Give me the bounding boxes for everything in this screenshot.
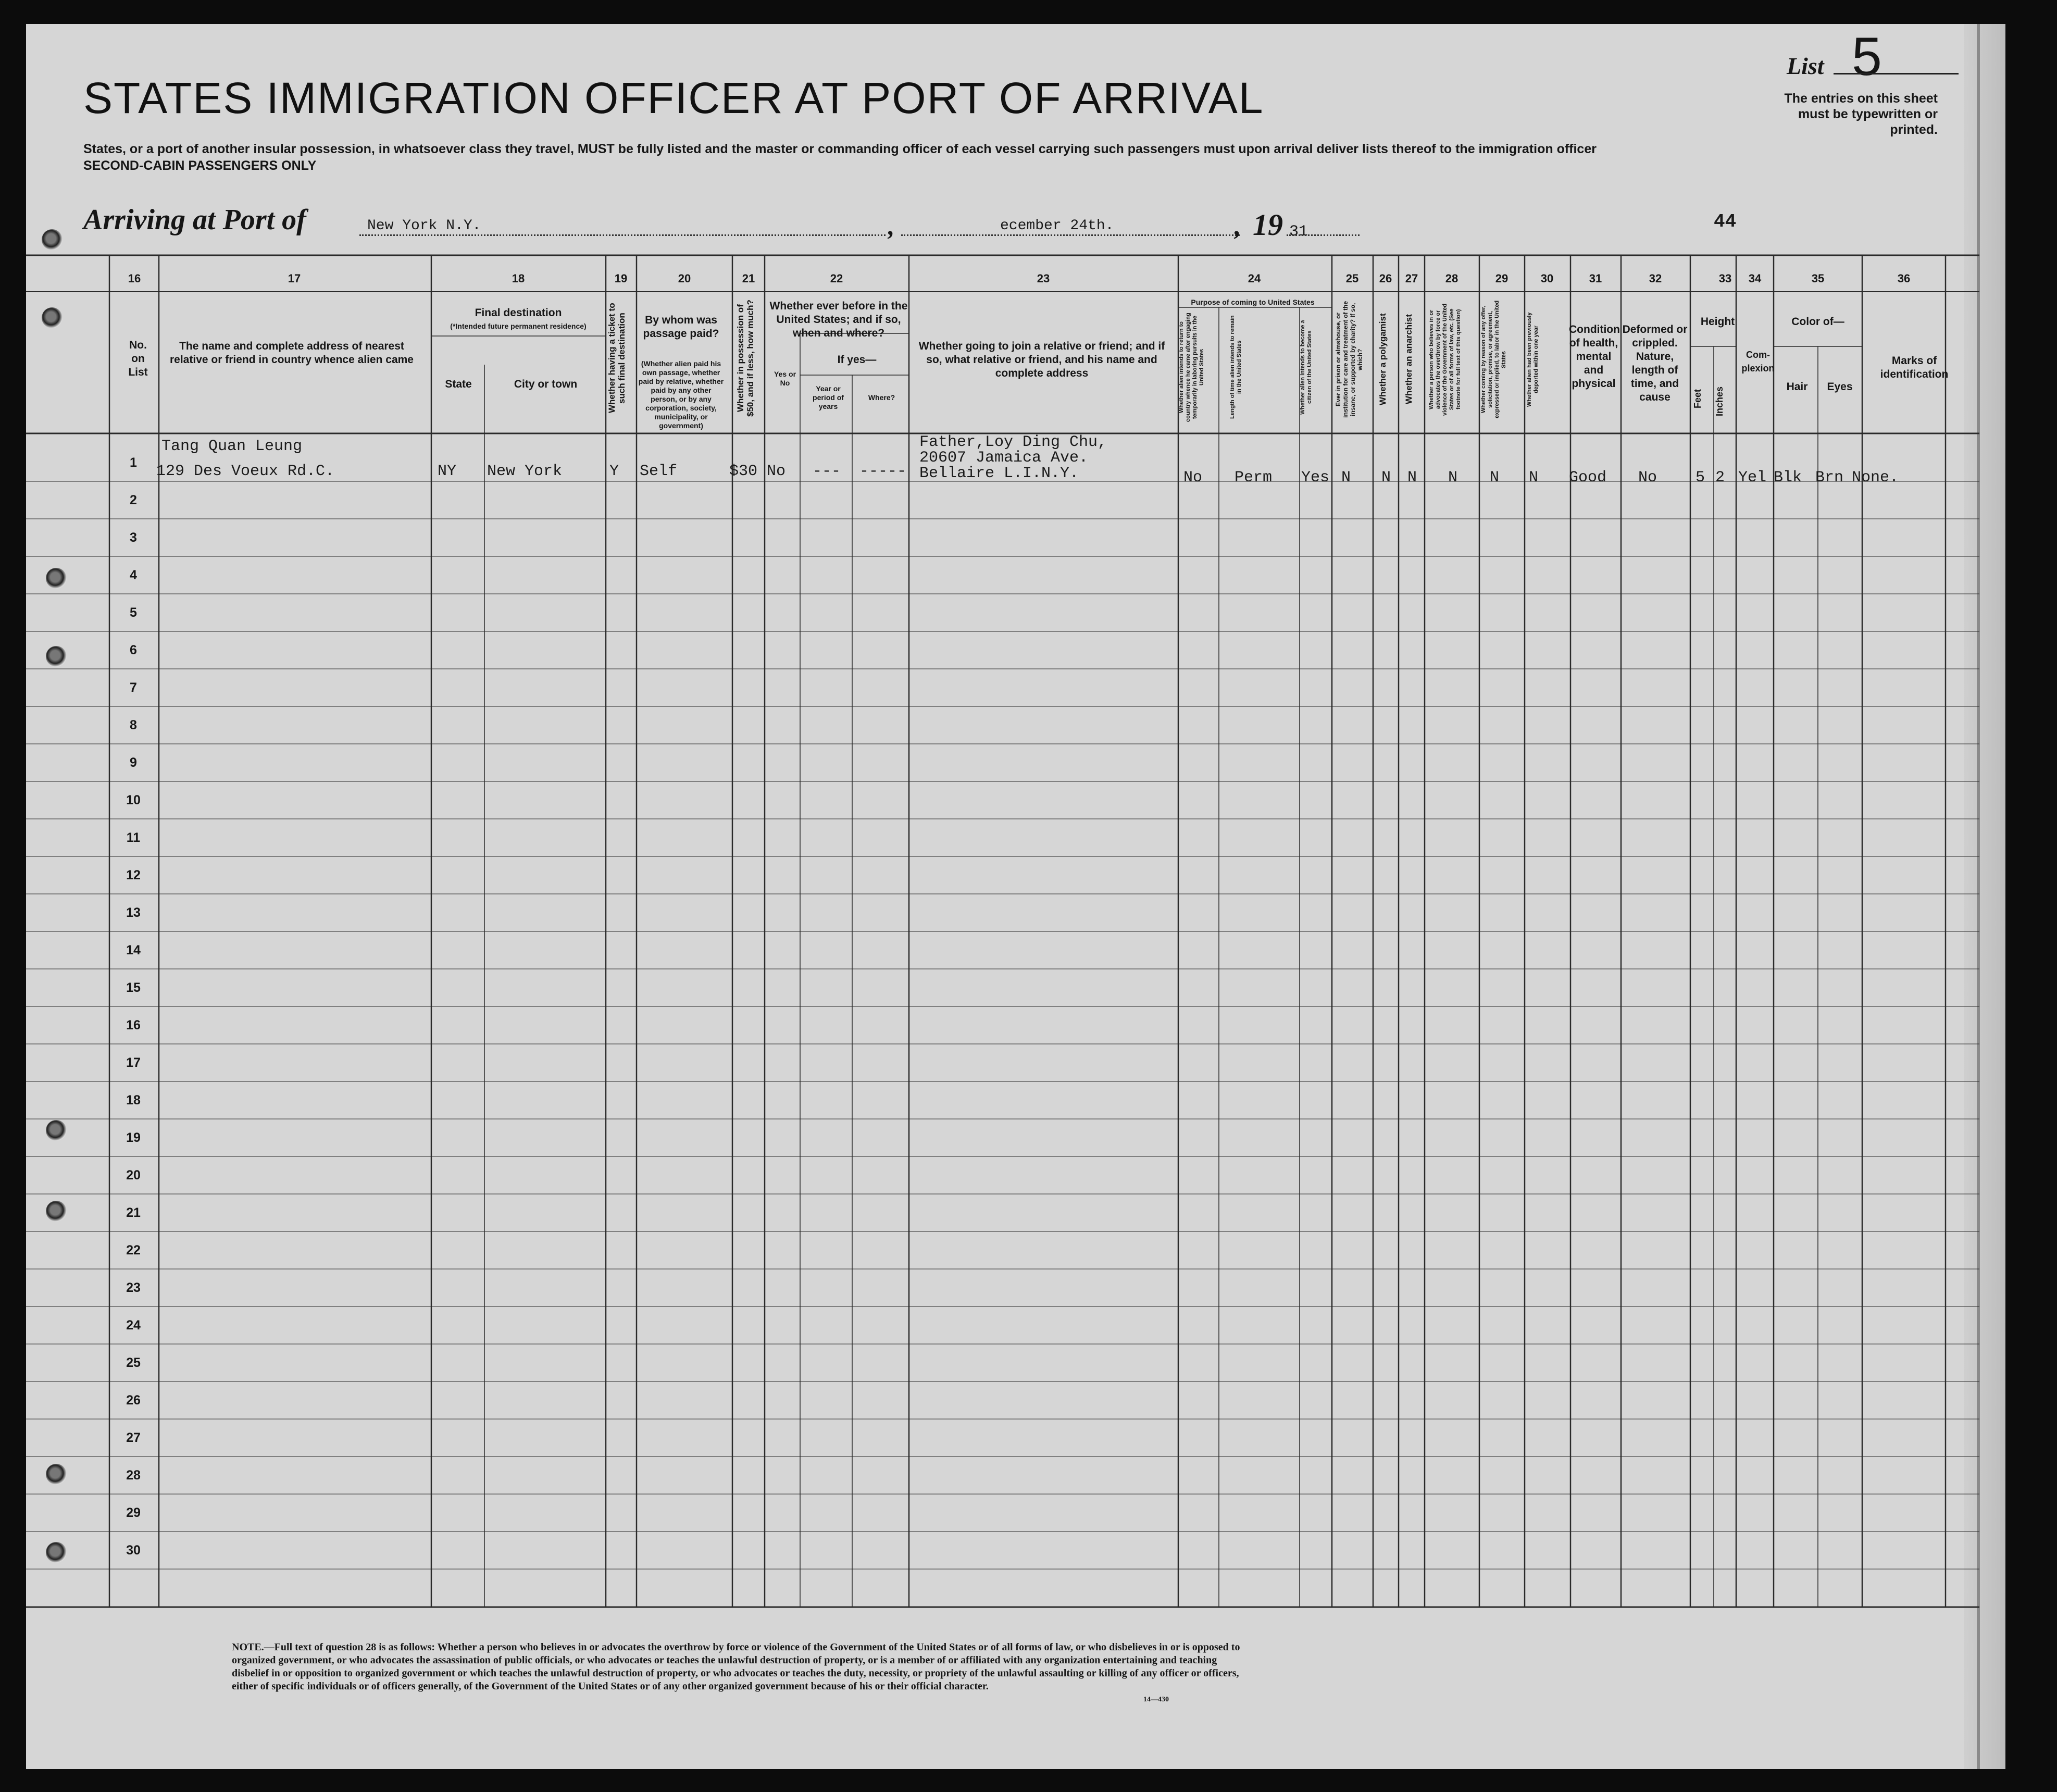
punch-hole bbox=[46, 1120, 67, 1141]
entry-overthrow: N bbox=[1448, 469, 1458, 487]
entry-ticket: Y bbox=[609, 463, 619, 480]
header-health: Condition of health, mental and physical bbox=[1569, 323, 1620, 390]
entry-purpose-citizen: Yes bbox=[1301, 469, 1330, 487]
header-marks: Marks of identification bbox=[1880, 355, 1949, 380]
header-overthrow: Whether a person who believes in or advocates the overthrow by force or violence of the Government of the United States or of all forms of law, etc. (See footnote for full text of this question) bbox=[1428, 303, 1462, 416]
row-number: 26 bbox=[126, 1393, 141, 1408]
year-prefix: 19 bbox=[1253, 208, 1283, 242]
entry-complexion: Yel bbox=[1738, 469, 1767, 487]
intro-statement: States, or a port of another insular possession, in whatsoever class they travel, MUST be fully listed and the master or commanding officer of each vessel carrying such passengers must upon arrival deliver lists thereof to the immigration officer bbox=[83, 142, 1597, 156]
entry-passage: Self bbox=[640, 463, 678, 480]
entry-purpose-length: Perm bbox=[1235, 469, 1273, 487]
row-number: 24 bbox=[126, 1318, 141, 1333]
row-number: 12 bbox=[126, 868, 141, 882]
row-number: 1 bbox=[130, 455, 137, 470]
header-final-destination-note: (*Intended future permanent residence) bbox=[450, 322, 587, 330]
intro-text bbox=[83, 141, 1646, 174]
row-number: 6 bbox=[130, 643, 137, 657]
column-number: 18 bbox=[512, 272, 525, 285]
row-number: 28 bbox=[126, 1468, 141, 1483]
punch-hole bbox=[46, 1542, 67, 1563]
column-number: 21 bbox=[742, 272, 755, 285]
sheet-edge-shadow bbox=[1977, 24, 1980, 1769]
entry-hair: Blk bbox=[1774, 469, 1802, 487]
row-number: 18 bbox=[126, 1093, 141, 1107]
column-number: 33 bbox=[1718, 272, 1732, 285]
header-eyes: Eyes bbox=[1827, 381, 1853, 393]
header-anarchist: Whether an anarchist bbox=[1404, 314, 1414, 405]
row-number: 14 bbox=[126, 943, 141, 957]
entry-money: $30 bbox=[729, 463, 758, 480]
entry-before-where: ----- bbox=[859, 463, 907, 480]
entries-note: The entries on this sheet must be typewritten or printed. bbox=[1784, 91, 1938, 137]
header-color-of: Color of— bbox=[1791, 316, 1844, 328]
comma-mark: , bbox=[1235, 211, 1241, 241]
column-number: 24 bbox=[1248, 272, 1261, 285]
row-number: 5 bbox=[130, 605, 137, 620]
row-number: 8 bbox=[130, 718, 137, 732]
entry-deformed: No bbox=[1638, 469, 1657, 487]
row-number: 2 bbox=[130, 493, 137, 507]
row-number: 20 bbox=[126, 1168, 141, 1183]
header-yes-no: Yes or No bbox=[774, 370, 796, 387]
punch-hole bbox=[46, 1464, 67, 1485]
row-number: 19 bbox=[126, 1130, 141, 1145]
entry-relative-address: 129 Des Voeux Rd.C. bbox=[156, 463, 335, 480]
entry-before-years: --- bbox=[813, 463, 841, 480]
header-labor: Whether coming by reason of any offer, solicitation, promise, or agreement, expressed or implied, to labor in the United States bbox=[1480, 300, 1507, 419]
header-ticket: Whether having a ticket to such final destination bbox=[607, 303, 627, 414]
header-purpose: Purpose of coming to United States bbox=[1191, 298, 1315, 306]
column-number: 16 bbox=[128, 272, 141, 285]
header-feet: Feet bbox=[1692, 389, 1703, 408]
row-number: 21 bbox=[126, 1205, 141, 1220]
cabin-class: SECOND-CABIN PASSENGERS ONLY bbox=[83, 158, 317, 173]
row-number: 7 bbox=[130, 680, 137, 695]
column-number: 27 bbox=[1405, 272, 1418, 285]
row-number: 15 bbox=[126, 980, 141, 995]
header-money: Whether in possession of $50, and if less, how much? bbox=[735, 300, 755, 417]
entry-joining-line-2: 20607 Jamaica Ave. bbox=[919, 449, 1089, 467]
footnote: NOTE.—Full text of question 28 is as follows: Whether a person who believes in or advocates the overthrow by force or violence of the Government of the United States or of all forms of law, or who disbelieves in or is opposed to organized government, or who advocates the assassination of public officials, or who advocates or teaches the unlawful destruction of property, or is a member of or affiliated with any organization entertaining and teaching disbelief in or opposition to organized government or which teaches the unlawful destruction of property, or who advocates or teaches the duty, necessity, or propriety of the unlawful assaulting or killing of any officer or officers, either of specific individuals or of officers generally, of the Government of the United States or of any other organized government because of his or their official character. bbox=[232, 1641, 1240, 1692]
year-dotline bbox=[1287, 234, 1360, 236]
entry-polygamist: N bbox=[1381, 469, 1391, 487]
entry-relative-name: Tang Quan Leung bbox=[161, 438, 303, 455]
entry-marks: None. bbox=[1852, 469, 1899, 487]
column-number: 23 bbox=[1037, 272, 1050, 285]
header-if-yes: If yes— bbox=[837, 354, 877, 366]
entry-state: NY bbox=[438, 463, 457, 480]
entry-health: Good bbox=[1569, 469, 1607, 487]
row-number: 27 bbox=[126, 1430, 141, 1445]
column-number: 19 bbox=[614, 272, 628, 285]
column-number: 32 bbox=[1649, 272, 1662, 285]
port-dotline bbox=[359, 234, 886, 236]
column-number: 29 bbox=[1495, 272, 1509, 285]
entry-purpose-return: No bbox=[1183, 469, 1203, 487]
header-relative-address: The name and complete address of nearest relative or friend in country whence alien came bbox=[170, 340, 414, 366]
punch-hole bbox=[42, 307, 63, 328]
form-number: 14—430 bbox=[1143, 1696, 1169, 1703]
list-label: List bbox=[1787, 53, 1824, 79]
header-purpose-citizen: Whether alien intends to become a citizen of the United States bbox=[1300, 320, 1313, 415]
list-number: 5 bbox=[1852, 27, 1882, 87]
column-number: 25 bbox=[1345, 272, 1359, 285]
sheet-reference: 44 bbox=[1714, 211, 1737, 232]
header-no-on-list: No. on List bbox=[128, 339, 148, 378]
entry-city: New York bbox=[487, 463, 563, 480]
header-before-us: Whether ever before in the United States; and if so, when and where? bbox=[769, 300, 908, 339]
row-number: 29 bbox=[126, 1505, 141, 1520]
row-number: 4 bbox=[130, 568, 137, 582]
punch-hole bbox=[46, 1201, 67, 1222]
header-complexion: Com-plexion bbox=[1741, 350, 1775, 374]
punch-hole bbox=[46, 646, 67, 667]
row-number: 17 bbox=[126, 1055, 141, 1070]
column-number: 34 bbox=[1748, 272, 1762, 285]
header-purpose-return: Whether alien intends to return to country whence he came after engaging temporarily in laboring pursuits in the United States bbox=[1178, 313, 1205, 422]
entry-inches: 2 bbox=[1715, 469, 1725, 487]
comma-mark: , bbox=[888, 211, 895, 241]
column-number: 31 bbox=[1589, 272, 1602, 285]
row-number: 22 bbox=[126, 1243, 141, 1258]
manifest-sheet bbox=[26, 24, 2005, 1769]
entry-prison: N bbox=[1341, 469, 1351, 487]
header-joining: Whether going to join a relative or friend; and if so, what relative or friend, and his name and complete address bbox=[918, 340, 1165, 379]
entry-eyes: Brn bbox=[1815, 469, 1844, 487]
row-number: 13 bbox=[126, 905, 141, 920]
header-hair: Hair bbox=[1786, 381, 1808, 393]
column-number: 22 bbox=[830, 272, 843, 285]
header-passage-note: (Whether alien paid his own passage, whether paid by relative, whether paid by any other person, or by any corporation, society, municipality, or government) bbox=[638, 359, 724, 430]
entry-feet: 5 bbox=[1696, 469, 1705, 487]
column-number: 30 bbox=[1540, 272, 1554, 285]
header-final-destination: Final destination bbox=[475, 307, 562, 319]
column-number: 35 bbox=[1811, 272, 1825, 285]
column-number: 36 bbox=[1897, 272, 1911, 285]
row-number: 11 bbox=[126, 830, 141, 845]
entry-joining-line-3: Bellaire L.I.N.Y. bbox=[919, 465, 1079, 482]
header-prison: Ever in prison or almshouse, or institution for care and treatment of the insane, or supported by charity? If so, which? bbox=[1335, 301, 1364, 418]
punch-hole bbox=[42, 229, 63, 250]
entry-before-yes-no: No bbox=[767, 463, 786, 480]
year-suffix: 31 bbox=[1289, 223, 1308, 241]
header-height: Height bbox=[1700, 316, 1735, 328]
header-where: Where? bbox=[868, 393, 895, 402]
header-city: City or town bbox=[514, 378, 578, 390]
column-number: 28 bbox=[1445, 272, 1458, 285]
port-value: New York N.Y. bbox=[367, 218, 481, 234]
list-underline bbox=[1834, 73, 1959, 74]
row-number: 3 bbox=[130, 530, 137, 545]
date-value: ecember 24th. bbox=[1000, 218, 1114, 234]
header-deformed: Deformed or crippled. Nature, length of time, and cause bbox=[1622, 323, 1688, 403]
row-number: 9 bbox=[130, 755, 137, 770]
column-number: 26 bbox=[1379, 272, 1392, 285]
column-number: 17 bbox=[288, 272, 301, 285]
arriving-label: Arriving at Port of bbox=[83, 204, 306, 236]
punch-hole bbox=[46, 568, 67, 589]
entry-anarchist: N bbox=[1407, 469, 1417, 487]
row-number: 23 bbox=[126, 1280, 141, 1295]
form-title: STATES IMMIGRATION OFFICER AT PORT OF ARRIVAL bbox=[83, 73, 1264, 122]
row-number: 25 bbox=[126, 1355, 141, 1370]
header-passage: By whom was passage paid? bbox=[643, 314, 719, 340]
header-state: State bbox=[445, 378, 472, 390]
row-number: 16 bbox=[126, 1018, 141, 1032]
header-deported: Whether alien had been previously deported within one year bbox=[1526, 312, 1539, 407]
row-number: 10 bbox=[126, 793, 141, 807]
column-number: 20 bbox=[678, 272, 691, 285]
row-number: 30 bbox=[126, 1543, 141, 1558]
entry-labor: N bbox=[1490, 469, 1500, 487]
entry-deported: N bbox=[1529, 469, 1539, 487]
entry-joining-line-1: Father,Loy Ding Chu, bbox=[919, 433, 1107, 451]
date-dotline bbox=[901, 234, 1240, 236]
header-year-period: Year or period of years bbox=[813, 384, 844, 410]
header-polygamist: Whether a polygamist bbox=[1378, 313, 1388, 406]
header-purpose-length: Length of time alien intends to remain in the United States bbox=[1229, 315, 1242, 419]
header-inches: Inches bbox=[1714, 386, 1725, 416]
